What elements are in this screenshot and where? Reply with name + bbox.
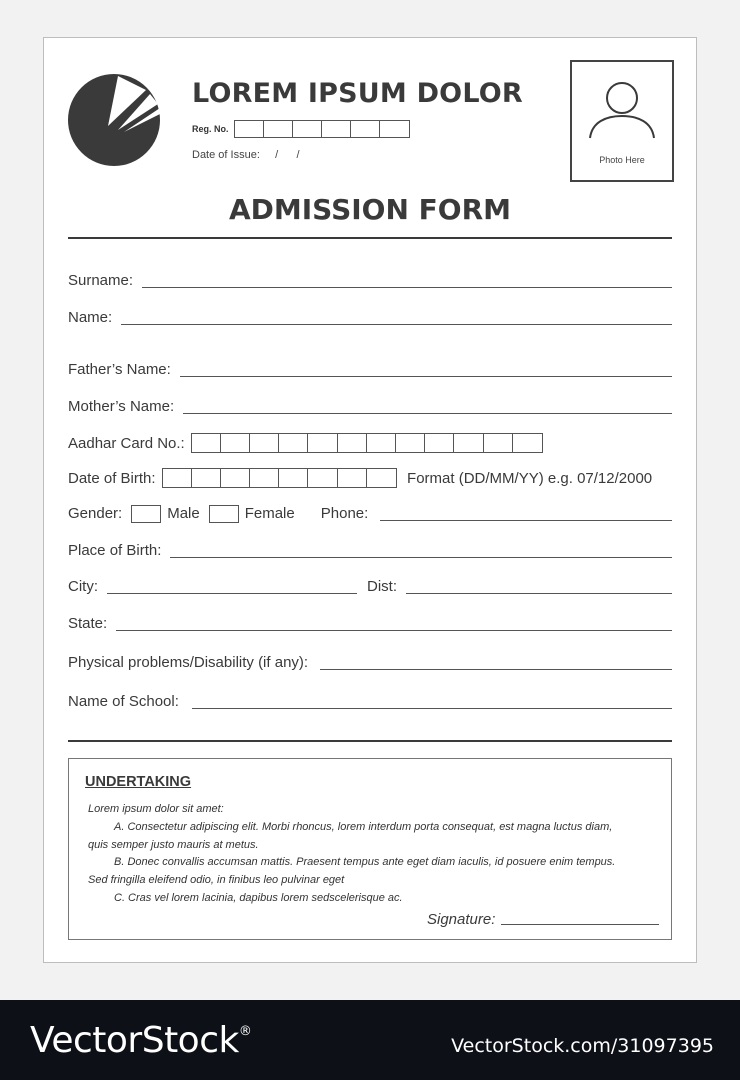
school-name-label: Name of School: (68, 693, 179, 710)
city-dist-row (68, 576, 672, 598)
undertaking-text (88, 801, 660, 908)
watermark-brand-text: VectorStock (30, 1020, 239, 1061)
father-name-field (68, 359, 672, 381)
date-of-birth-boxes[interactable] (162, 468, 398, 488)
father-name-label: Father’s Name: (68, 361, 171, 378)
reg-no-box[interactable] (264, 121, 293, 137)
surname-field (68, 270, 672, 292)
photo-label: Photo Here (599, 155, 645, 165)
undertaking-title: UNDERTAKING (85, 774, 192, 790)
date-of-birth-field (68, 468, 672, 490)
logo-icon (68, 74, 160, 166)
school-name-field (68, 691, 672, 713)
name-label: Name: (68, 309, 113, 326)
aadhar-box[interactable] (367, 434, 396, 452)
watermark-id: VectorStock.com/31097395 (451, 1035, 714, 1057)
signature-label: Signature: (427, 911, 496, 928)
registered-mark: ® (238, 1024, 252, 1039)
aadhar-box[interactable] (454, 434, 483, 452)
city-label: City: (68, 578, 98, 595)
state-field (68, 613, 672, 635)
phone-input-line[interactable] (380, 509, 672, 521)
aadhar-box[interactable] (513, 434, 542, 452)
aadhar-box[interactable] (221, 434, 250, 452)
city-input-line[interactable] (107, 582, 357, 594)
female-checkbox[interactable] (209, 505, 239, 523)
photo-box[interactable] (570, 60, 674, 182)
surname-input-line[interactable] (142, 276, 672, 288)
mother-name-input-line[interactable] (183, 402, 672, 414)
phone-label: Phone: (320, 505, 369, 522)
date-of-birth-label: Date of Birth: (68, 470, 156, 487)
gender-phone-row (68, 503, 672, 525)
reg-no-boxes[interactable] (234, 120, 410, 138)
surname-label: Surname: (68, 272, 134, 289)
disability-field (68, 652, 672, 674)
signature-input-line[interactable] (501, 913, 659, 925)
aadhar-box[interactable] (338, 434, 367, 452)
mother-name-field (68, 396, 672, 418)
name-field (68, 307, 672, 329)
dist-input-line[interactable] (406, 582, 672, 594)
dob-box[interactable] (308, 469, 337, 487)
reg-no-label: Reg. No. (192, 124, 229, 134)
date-format-hint: Format (DD/MM/YY) e.g. 07/12/2000 (407, 470, 653, 487)
aadhar-box[interactable] (425, 434, 454, 452)
undertaking-item-c: C. Cras vel lorem lacinia, dapibus lorem sedscelerisque ac. (114, 891, 403, 904)
aadhar-label: Aadhar Card No.: (68, 435, 185, 452)
dob-box[interactable] (221, 469, 250, 487)
aadhar-field (68, 433, 672, 455)
dob-box[interactable] (367, 469, 396, 487)
female-label: Female (244, 505, 295, 522)
mother-name-label: Mother’s Name: (68, 398, 175, 415)
reg-no-box[interactable] (293, 121, 322, 137)
admission-form-sheet (43, 37, 697, 963)
dob-box[interactable] (338, 469, 367, 487)
reg-no-box[interactable] (351, 121, 380, 137)
dist-label: Dist: (367, 578, 397, 595)
dob-box[interactable] (250, 469, 279, 487)
place-of-birth-label: Place of Birth: (68, 542, 162, 559)
person-icon (588, 78, 656, 140)
reg-no-box[interactable] (380, 121, 409, 137)
school-name-input-line[interactable] (192, 697, 672, 709)
reg-no-box[interactable] (235, 121, 264, 137)
name-input-line[interactable] (121, 313, 672, 325)
undertaking-item-a-cont: quis semper justo mauris at metus. (88, 838, 259, 851)
undertaking-box (68, 758, 672, 940)
aadhar-box[interactable] (396, 434, 425, 452)
state-label: State: (68, 615, 108, 632)
undertaking-intro: Lorem ipsum dolor sit amet: (88, 803, 224, 815)
organization-name: LOREM IPSUM DOLOR (192, 78, 523, 109)
aadhar-box[interactable] (308, 434, 337, 452)
gender-label: Gender: (68, 505, 123, 522)
place-of-birth-input-line[interactable] (170, 546, 672, 558)
form-title: ADMISSION FORM (228, 193, 512, 226)
reg-no-box[interactable] (322, 121, 351, 137)
registration-number-row (192, 120, 410, 138)
male-checkbox[interactable] (131, 505, 161, 523)
father-name-input-line[interactable] (180, 365, 672, 377)
place-of-birth-field (68, 540, 672, 562)
watermark-brand (30, 1020, 251, 1061)
state-input-line[interactable] (116, 619, 672, 631)
dob-box[interactable] (163, 469, 192, 487)
undertaking-item-b-cont: Sed fringilla eleifend odio, in finibus leo pulvinar eget (88, 874, 345, 887)
undertaking-item-a: A. Consectetur adipiscing elit. Morbi rhoncus, lorem interdum porta consequat, est magna luctus diam, (114, 820, 613, 833)
undertaking-item-b: B. Donec convallis accumsan mattis. Praesent tempus ante eget diam iaculis, id posuere enim tempus. (114, 856, 616, 869)
disability-input-line[interactable] (320, 658, 672, 670)
watermark-footer (0, 1000, 740, 1080)
aadhar-box[interactable] (250, 434, 279, 452)
aadhar-box[interactable] (484, 434, 513, 452)
male-label: Male (167, 505, 200, 522)
disability-label: Physical problems/Disability (if any): (68, 654, 309, 671)
aadhar-box[interactable] (279, 434, 308, 452)
aadhar-boxes[interactable] (191, 433, 543, 453)
dob-box[interactable] (192, 469, 221, 487)
signature-field (427, 911, 659, 928)
aadhar-box[interactable] (192, 434, 221, 452)
dob-box[interactable] (279, 469, 308, 487)
section-divider (68, 740, 672, 742)
title-divider (68, 237, 672, 239)
date-of-issue: Date of Issue: / / (192, 149, 300, 161)
